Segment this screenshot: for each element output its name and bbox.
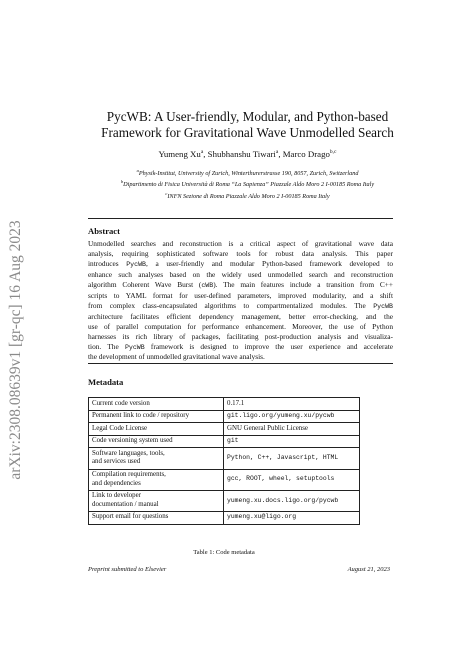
affiliations: [60, 167, 435, 201]
affiliation-text: INFN Sezione di Roma Piazzale Aldo Moro 2 I-00185 Roma Italy: [167, 193, 330, 200]
affiliation-text: Dipartimento di Fisica Università di Roma “La Sapienza” Piazzale Aldo Moro 2 I-00185 Roma Italy: [123, 181, 375, 189]
affiliation-mark: a: [136, 168, 139, 173]
arxiv-identifier-stamp: [6, 200, 26, 500]
metadata-label: [89, 469, 224, 490]
code-term: PycWB: [124, 343, 145, 351]
abstract-line: analysis, requiring sophisticated software tools for robust data analysis. This paper: [88, 248, 393, 258]
metadata-value: gcc, ROOT, wheel, setuptools: [224, 469, 360, 490]
affiliation-text: Physik-Institut, University of Zurich, Winterthurerstrasse 190, 8057, Zurich, Switzerland: [138, 170, 359, 178]
table-row: [89, 435, 360, 448]
metadata-label: Legal Code License: [89, 423, 224, 436]
metadata-label: [89, 448, 224, 469]
affiliation-mark: b: [120, 179, 124, 185]
author-list: [60, 149, 435, 159]
abstract-line: scripts to YAML format for user-defined parameters, improved modularity, and a shift: [88, 290, 393, 300]
abstract-text: from complex class-encapsulated algorithms to compartmentalized modules. The: [88, 300, 374, 310]
code-term: PycWB: [126, 260, 147, 268]
affiliation-line: [60, 190, 435, 201]
abstract-text: framework is designed to improve the user experience and accelerate: [144, 341, 394, 351]
author-affiliation-mark: b,c: [329, 149, 337, 156]
author-separator: ,: [203, 149, 208, 159]
label-line: Link to developer: [92, 492, 141, 500]
abstract-line: [88, 259, 393, 270]
label-line: Compilation requirements,: [92, 471, 166, 479]
arxiv-identifier-text: arXiv:2308.08639v1 [gr-qc] 16 Aug 2023: [7, 220, 24, 480]
label-line: Software languages, tools,: [92, 449, 165, 457]
abstract-bottom-rule: [88, 363, 393, 364]
title-line-2: Framework for Gravitational Wave Unmodelled Search: [101, 125, 394, 140]
table-caption: Table 1: Code metadata: [193, 549, 255, 556]
abstract-text: tion. The: [88, 341, 125, 351]
abstract-text: introduces: [88, 258, 127, 268]
paper-title: [60, 109, 435, 141]
abstract-line: enhance such analyses based on the widely used unmodelled search and reconstruction: [88, 269, 393, 279]
abstract-text: algorithm Coherent Wave Burst (: [88, 279, 202, 289]
abstract-line: architecture facilitates efficient dependency management, better error-checking, and the: [88, 311, 393, 321]
abstract-text: , a user-friendly and modular Python-based framework developed to: [146, 258, 393, 268]
author-affiliation-mark: a: [200, 149, 204, 156]
author-name: Marco Drago: [282, 149, 330, 159]
metadata-label: [89, 490, 224, 511]
date-footer: August 21, 2023: [347, 566, 390, 573]
metadata-value: yumeng.xu@ligo.org: [224, 511, 360, 524]
author-affiliation-mark: a: [275, 149, 279, 156]
abstract-line: [88, 280, 393, 291]
abstract-line: harnesses its rich library of packages, facilitating post-production analysis and visualiza-: [88, 331, 393, 341]
code-metadata-table: [88, 397, 360, 525]
abstract-line: [88, 301, 393, 312]
abstract-body: [88, 239, 393, 362]
table-row: [89, 398, 360, 411]
table-row: [89, 469, 360, 490]
code-term: PycWB: [373, 302, 393, 310]
metadata-label: Permanent link to code / repository: [89, 410, 224, 423]
affiliation-mark: c: [165, 190, 168, 196]
author-name: Yumeng Xu: [158, 149, 201, 159]
table-row: [89, 490, 360, 511]
affiliation-line: [60, 167, 435, 178]
abstract-line: the development of unmodelled gravitational wave analysis.: [88, 352, 265, 362]
title-line-1: PycWB: A User-friendly, Modular, and Python-based: [106, 109, 389, 124]
preprint-footer: Preprint submitted to Elsevier: [88, 566, 167, 573]
table-row: [89, 448, 360, 469]
metadata-label: Code versioning system used: [89, 435, 224, 448]
author-separator: ,: [278, 149, 283, 159]
table-row: [89, 511, 360, 524]
metadata-label: Support email for questions: [89, 511, 224, 524]
abstract-line: [88, 342, 393, 353]
metadata-value: yumeng.xu.docs.ligo.org/pycwb: [224, 490, 360, 511]
metadata-value: Python, C++, Javascript, HTML: [224, 448, 360, 469]
label-line: and services used: [92, 458, 141, 466]
abstract-heading: Abstract: [88, 226, 120, 236]
label-line: and dependencies: [92, 479, 141, 487]
metadata-heading: Metadata: [88, 377, 124, 387]
abstract-top-rule: [88, 218, 393, 219]
metadata-value: GNU General Public License: [224, 423, 360, 436]
code-term: cWB: [201, 281, 214, 289]
abstract-line: Unmodelled searches and reconstruction is a critical aspect of gravitational wave data: [88, 239, 393, 248]
affiliation-line: [60, 178, 435, 189]
metadata-value: git.ligo.org/yumeng.xu/pycwb: [224, 410, 360, 423]
abstract-text: ). The main features include a transition from C++: [213, 279, 393, 289]
author-name: Shubhanshu Tiwari: [207, 149, 276, 159]
label-line: documentation / manual: [92, 500, 159, 508]
table-row: [89, 410, 360, 423]
metadata-value: git: [224, 435, 360, 448]
metadata-value: 0.17.1: [224, 398, 360, 411]
metadata-label: Current code version: [89, 398, 224, 411]
abstract-line: use of parallel computation for performance enhancement. Moreover, the use of Python: [88, 321, 393, 331]
table-row: [89, 423, 360, 436]
